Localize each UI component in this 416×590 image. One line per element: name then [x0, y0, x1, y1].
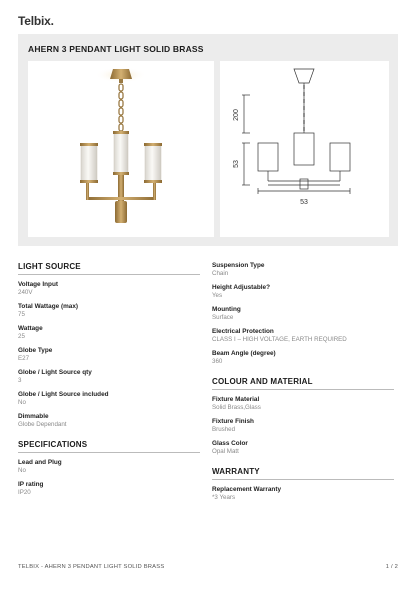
right-column [212, 262, 394, 508]
spec-glass-color [212, 440, 394, 456]
spec-height-adjustable [212, 284, 394, 300]
spec-label: IP rating [18, 481, 44, 488]
left-column [18, 262, 200, 503]
spec-value: No [18, 467, 26, 474]
product-photo [28, 61, 214, 237]
spec-label: Height Adjustable? [212, 284, 270, 291]
product-title: AHERN 3 PENDANT LIGHT SOLID BRASS [28, 44, 204, 54]
spec-fixture-material [212, 396, 394, 412]
spec-label: Globe / Light Source qty [18, 369, 92, 376]
spec-label: Voltage Input [18, 281, 58, 288]
spec-value: Opal Matt [212, 448, 239, 455]
spec-lead-and-plug [18, 459, 200, 475]
spec-value: Surface [212, 314, 234, 321]
dim-height-label: 200 [233, 109, 240, 121]
warranty-title: WARRANTY [212, 467, 394, 480]
spec-value: *3 Years [212, 494, 236, 501]
spec-label: Suspension Type [212, 262, 265, 269]
spec-ip-rating [18, 481, 200, 497]
spec-wattage [18, 325, 200, 341]
spec-globe-included [18, 391, 200, 407]
spec-electrical-protection [212, 328, 394, 344]
spec-value: 240V [18, 289, 33, 296]
spec-voltage-input [18, 281, 200, 297]
spec-label: Electrical Protection [212, 328, 274, 335]
spec-value: 25 [18, 333, 25, 340]
spec-value: CLASS I – HIGH VOLTAGE, EARTH REQUIRED [212, 336, 347, 343]
spec-globe-qty [18, 369, 200, 385]
spec-mounting [212, 306, 394, 322]
dim-width-label: 53 [300, 199, 308, 206]
spec-label: Wattage [18, 325, 43, 332]
spec-dimmable [18, 413, 200, 429]
dim-shade-label: 53 [233, 160, 240, 168]
spec-label: Replacement Warranty [212, 486, 282, 493]
spec-label: Beam Angle (degree) [212, 350, 276, 357]
spec-label: Dimmable [18, 413, 49, 420]
footer-doc-title: TELBIX - AHERN 3 PENDANT LIGHT SOLID BRASS [18, 564, 165, 570]
page-number: 1 / 2 [385, 564, 398, 570]
spec-value: Yes [212, 292, 223, 299]
spec-label: Fixture Finish [212, 418, 254, 425]
brand-logo: Telbix. [18, 14, 54, 28]
spec-value: Brushed [212, 426, 236, 433]
spec-value: IP20 [18, 489, 31, 496]
spec-value: E27 [18, 355, 30, 362]
pendant-light-photo [28, 61, 214, 237]
spec-value: Solid Brass,Glass [212, 404, 261, 411]
spec-replacement-warranty [212, 486, 394, 502]
spec-label: Total Wattage (max) [18, 303, 79, 310]
spec-beam-angle [212, 350, 394, 366]
light-source-title: LIGHT SOURCE [18, 262, 200, 275]
spec-label: Glass Color [212, 440, 248, 447]
spec-value: Globe Dependant [18, 421, 67, 428]
spec-value: Chain [212, 270, 229, 277]
spec-globe-type [18, 347, 200, 363]
spec-label: Fixture Material [212, 396, 260, 403]
spec-value: 3 [18, 377, 22, 384]
spec-label: Globe Type [18, 347, 53, 354]
spec-value: 360 [212, 358, 223, 365]
spec-suspension-type [212, 262, 394, 278]
spec-value: 75 [18, 311, 25, 318]
technical-drawing [220, 61, 389, 237]
specifications-title: SPECIFICATIONS [18, 440, 200, 453]
spec-label: Lead and Plug [18, 459, 62, 466]
spec-total-wattage [18, 303, 200, 319]
spec-value: No [18, 399, 26, 406]
product-hero [18, 34, 398, 246]
dimension-drawing [220, 61, 389, 237]
spec-label: Globe / Light Source included [18, 391, 109, 398]
spec-fixture-finish [212, 418, 394, 434]
colour-material-title: COLOUR AND MATERIAL [212, 377, 394, 390]
spec-label: Mounting [212, 306, 241, 313]
